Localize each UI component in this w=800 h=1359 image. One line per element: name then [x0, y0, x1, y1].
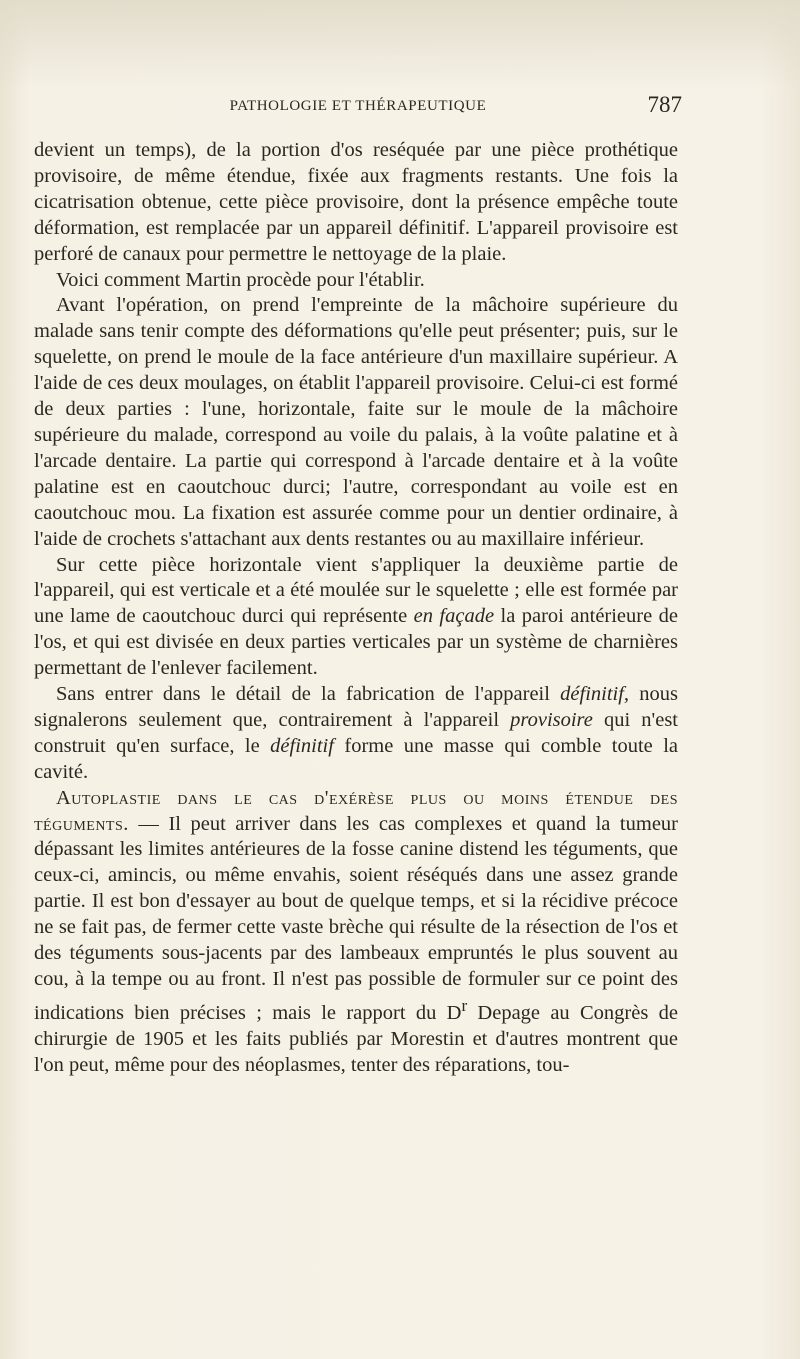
paragraph: Voici comment Martin procède pour l'établir. [56, 268, 425, 291]
paragraph: devient un temps), de la portion d'os reséquée par une pièce prothétique provisoire, de même étendue, fixée aux fragments restants. Une fois la cicatrisation obtenue, cette pièce provisoire, dont la présence empêche toute déformation, est remplacée par un appareil définitif. L'appareil provisoire est perforé de canaux pour permettre le nettoyage de la plaie. [34, 139, 678, 265]
superscript: r [461, 995, 468, 1015]
paragraph-text: — Il peut arriver dans les cas complexes et quand la tumeur dépassant les limites antérieures de la fosse canine distend les téguments, que ceux-ci, amincis, ou même envahis, soient réséqués dans une assez grande partie. Il est bon d'essayer au bout de quelque temps, et si la récidive précoce ne se fait pas, de fermer cette vaste brèche qui résulte de la résection de l'os et des téguments sous-jacents par des lambeaux empruntés le plus souvent au cou, à la tempe ou au front. Il n'est pas possible de formuler sur ce point des indications bien précises ; mais le rapport du D [34, 812, 678, 1024]
body-text [34, 138, 678, 1078]
paragraph [34, 786, 678, 1079]
paragraph-text: la paroi antérieure de l'os, et qui est divisée en deux parties verticales par un système de charnières permettant de l'enlever facilement. [34, 605, 678, 680]
italic-phrase: définitif, [560, 683, 630, 706]
paragraph-text: forme une masse qui comble toute la cavité. [34, 734, 678, 783]
paragraph: Avant l'opération, on prend l'empreinte de la mâchoire supérieure du malade sans tenir compte des déformations qu'elle peut présenter; puis, sur le squelette, on prend le moule de la face antérieure d'un maxillaire supérieur. A l'aide de ces deux moulages, on établit l'appareil provisoire. Celui-ci est formé de deux parties : l'une, horizontale, faite sur le moule de la mâchoire supérieure du malade, correspond au voile du palais, à la voûte palatine et à l'arcade dentaire. La partie qui correspond à l'arcade dentaire et à la voûte palatine est en caoutchouc durci; l'autre, correspondant au voile est en caoutchouc mou. La fixation est assurée comme pour un dentier ordinaire, à l'aide de crochets s'attachant aux dents restantes ou au maxillaire inférieur. [34, 294, 678, 550]
paragraph-text: Sur cette pièce horizontale vient s'appliquer la deuxième partie de l'appareil, qui est verticale et a été moulée sur le squelette ; elle est formée par une lame de caoutchouc durci qui représente [34, 553, 678, 628]
paragraph [34, 553, 678, 683]
paragraph-text: Sans entrer dans le détail de la fabrication de l'appareil [56, 683, 561, 706]
paragraph-text: Depage au Congrès de chirurgie de 1905 et les faits publiés par Morestin et d'autres montrent que l'on peut, même pour des néoplasmes, tenter des réparations, tou- [34, 1001, 678, 1076]
italic-phrase: définitif [270, 734, 334, 757]
paragraph-text: nous signalerons seulement que, contrairement à l'appareil [34, 683, 678, 731]
page-header [34, 94, 682, 122]
italic-phrase: en façade [413, 605, 495, 628]
page-number: 787 [647, 92, 682, 117]
paragraph [34, 682, 678, 786]
page-top-shading [0, 0, 800, 90]
italic-phrase: provisoire [510, 708, 593, 731]
paragraph-text: qui n'est construit qu'en surface, le [34, 708, 678, 757]
running-title: PATHOLOGIE ET THÉRAPEUTIQUE [229, 98, 487, 114]
section-heading: Autoplastie dans le cas d'exérèse plus ou moins étendue des téguments. [34, 786, 678, 835]
